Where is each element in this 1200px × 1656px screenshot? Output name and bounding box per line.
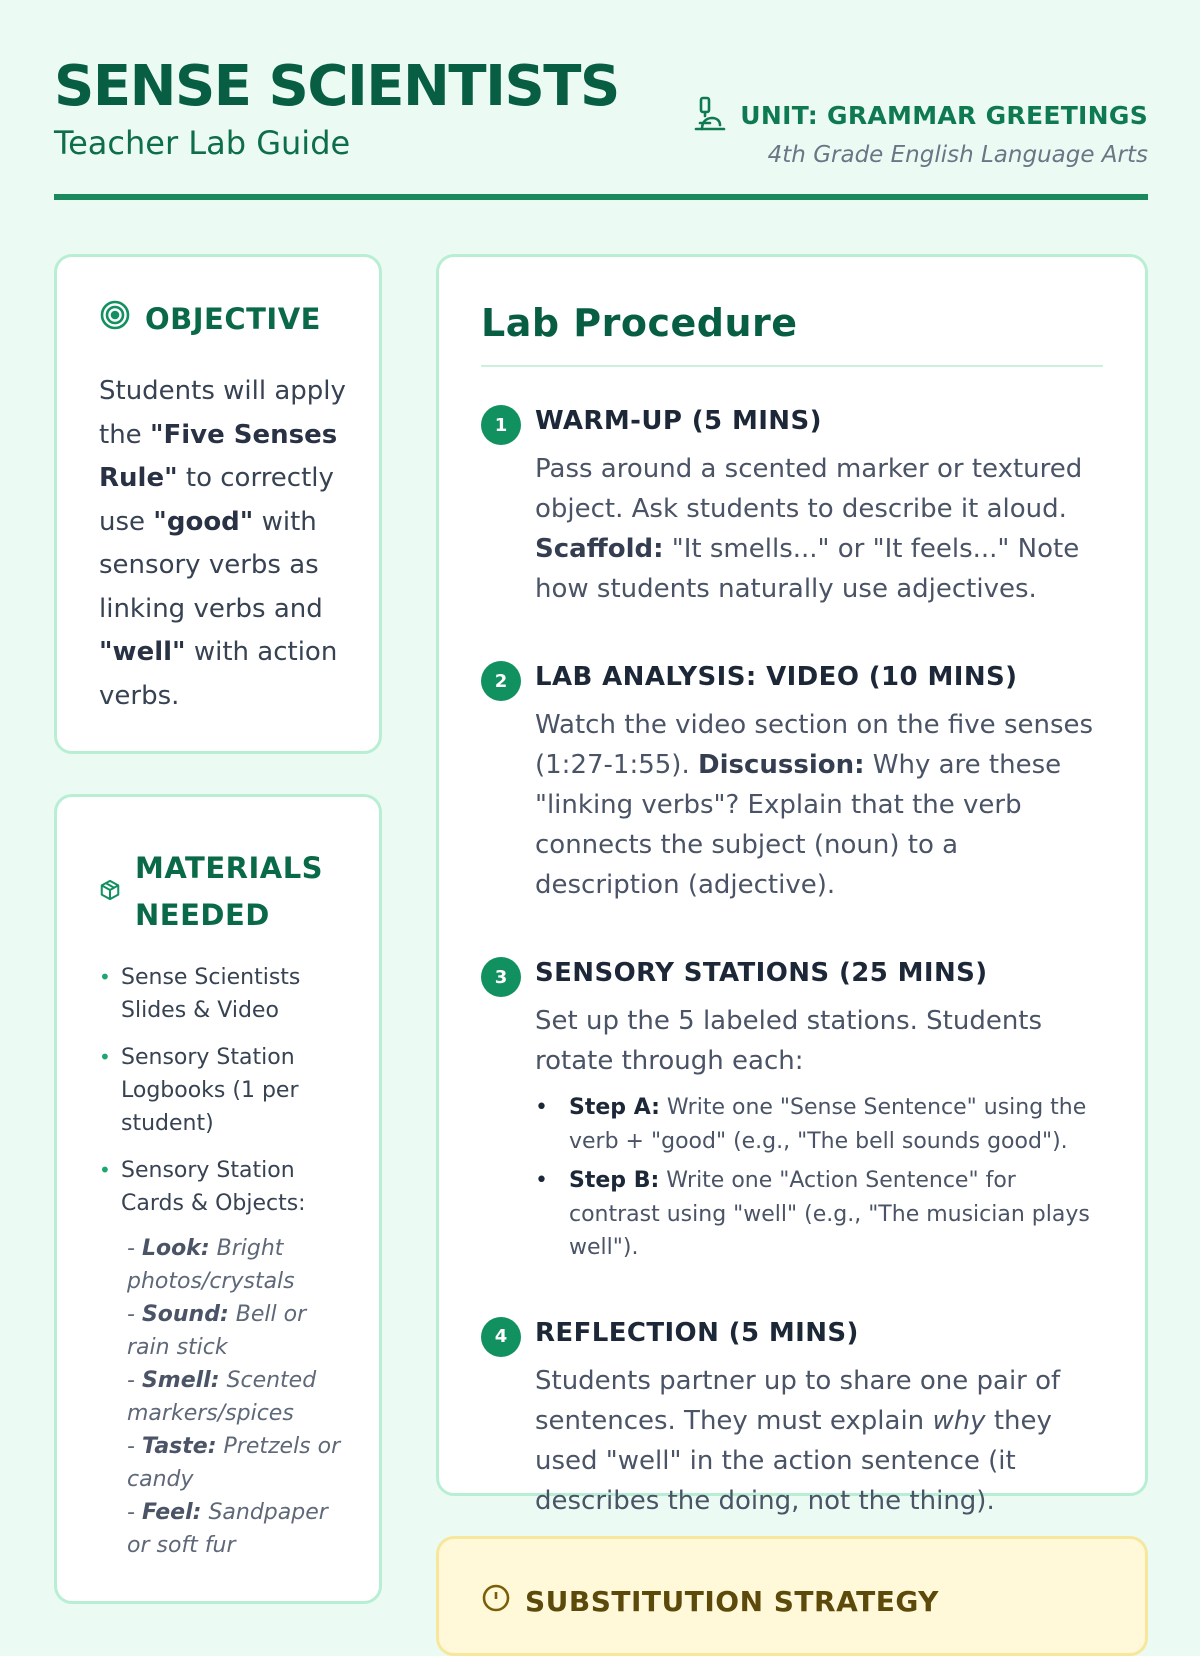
text-run: why xyxy=(932,1405,986,1436)
info-icon xyxy=(481,1583,511,1620)
list-item: • Sense Scientists Slides & Video xyxy=(99,961,355,1027)
procedure-step xyxy=(481,403,1103,609)
microscope-icon xyxy=(692,94,728,136)
text-run: they used "well" in the action sentence (it describes the doing, not the thing). xyxy=(535,1405,1052,1516)
sense-label: Smell: xyxy=(141,1368,220,1393)
station-object-item: - Feel: Sandpaper or soft fur xyxy=(127,1500,328,1558)
text-run: Students will apply the xyxy=(99,376,346,450)
divider xyxy=(481,365,1103,367)
bold-label: Scaffold: xyxy=(535,534,664,564)
sense-object: Sandpaper or soft fur xyxy=(127,1500,328,1558)
strategy-heading: SUBSTITUTION STRATEGY xyxy=(525,1585,939,1618)
unit-info xyxy=(692,94,1148,168)
procedure-title: Lab Procedure xyxy=(481,301,798,345)
objective-text xyxy=(99,370,349,718)
key-term: "good" xyxy=(153,506,254,537)
step-title: REFLECTION (5 MINS) xyxy=(535,1317,859,1348)
step-number-badge: 3 xyxy=(481,957,521,997)
station-object-item: - Taste: Pretzels or candy xyxy=(127,1434,341,1492)
step-label: Step A: xyxy=(569,1095,660,1120)
text-run: Why are these "linking verbs"? Explain that the verb connects the subject (noun) to a description (adjective). xyxy=(535,750,1062,900)
sense-object: Scented markers/spices xyxy=(127,1368,317,1426)
key-term: "Five Senses Rule" xyxy=(99,419,338,493)
text-run: with action verbs. xyxy=(99,637,338,711)
text-run: Pass around a scented marker or textured object. Ask students to describe it aloud. xyxy=(535,454,1083,524)
sense-object: Bright photos/crystals xyxy=(127,1236,295,1294)
text-run: Students partner up to share one pair of sentences. They must explain xyxy=(535,1365,1061,1436)
station-object-item: - Sound: Bell or rain stick xyxy=(127,1302,307,1360)
step-number-badge: 4 xyxy=(481,1317,521,1357)
step-title: LAB ANALYSIS: VIDEO (10 MINS) xyxy=(535,662,1018,692)
sense-label: Feel: xyxy=(141,1500,202,1525)
text-run: with sensory verbs as linking verbs and xyxy=(99,506,323,624)
bold-label: Discussion: xyxy=(697,750,865,780)
box-icon xyxy=(99,879,121,905)
sense-label: Sound: xyxy=(141,1302,229,1327)
page-subtitle: Teacher Lab Guide xyxy=(54,124,351,162)
step-text: Write one "Sense Sentence" using the verb + "good" (e.g., "The bell sounds good"). xyxy=(569,1095,1087,1154)
objective-heading: OBJECTIVE xyxy=(145,301,321,336)
materials-list xyxy=(99,961,355,1220)
step-title: SENSORY STATIONS (25 MINS) xyxy=(535,958,988,988)
sense-object: Bell or rain stick xyxy=(127,1302,307,1360)
text-run: to correctly use xyxy=(99,463,334,537)
sense-label: Taste: xyxy=(141,1434,217,1459)
materials-card xyxy=(54,794,382,1604)
list-item: • Sensory Station Cards & Objects: xyxy=(99,1154,355,1220)
step-description xyxy=(535,1361,1103,1521)
list-item xyxy=(535,1091,1103,1158)
step-sublist xyxy=(535,1091,1103,1265)
station-objects-list xyxy=(99,1232,355,1562)
text-run: Watch the video section on the five senses (1:27-1:55). xyxy=(535,710,1094,780)
procedure-steps xyxy=(481,403,1103,1521)
strategy-card xyxy=(436,1536,1148,1656)
procedure-step xyxy=(481,659,1103,905)
text-run: Set up the 5 labeled stations. Students rotate through each: xyxy=(535,1006,1043,1076)
key-term: "well" xyxy=(99,637,186,667)
materials-heading: MATERIALS NEEDED xyxy=(135,851,324,932)
list-item xyxy=(535,1164,1103,1265)
text-run: "It smells..." or "It feels..." Note how students naturally use adjectives. xyxy=(535,534,1080,604)
procedure-card xyxy=(436,254,1148,1516)
step-number-badge: 1 xyxy=(481,405,521,445)
unit-title: UNIT: GRAMMAR GREETINGS xyxy=(740,100,1148,130)
target-icon xyxy=(99,299,131,338)
step-text: Write one "Action Sentence" for contrast using "well" (e.g., "The musician plays well"). xyxy=(569,1168,1090,1260)
unit-subtitle: 4th Grade English Language Arts xyxy=(767,142,1148,168)
step-title: WARM-UP (5 MINS) xyxy=(535,406,822,436)
step-description xyxy=(535,705,1103,905)
step-number-badge: 2 xyxy=(481,661,521,701)
step-label: Step B: xyxy=(569,1168,660,1193)
page-header xyxy=(54,50,1148,200)
procedure-step xyxy=(481,1315,1103,1521)
objective-card xyxy=(54,254,382,754)
station-object-item: - Smell: Scented markers/spices xyxy=(127,1368,317,1426)
station-object-item: - Look: Bright photos/crystals xyxy=(127,1236,295,1294)
sense-object: Pretzels or candy xyxy=(127,1434,341,1492)
sense-label: Look: xyxy=(141,1236,210,1261)
procedure-step xyxy=(481,955,1103,1265)
list-item: • Sensory Station Logbooks (1 per student) xyxy=(99,1041,355,1140)
page-title: SENSE SCIENTISTS xyxy=(54,54,619,119)
step-description xyxy=(535,449,1103,609)
step-description xyxy=(535,1001,1103,1081)
